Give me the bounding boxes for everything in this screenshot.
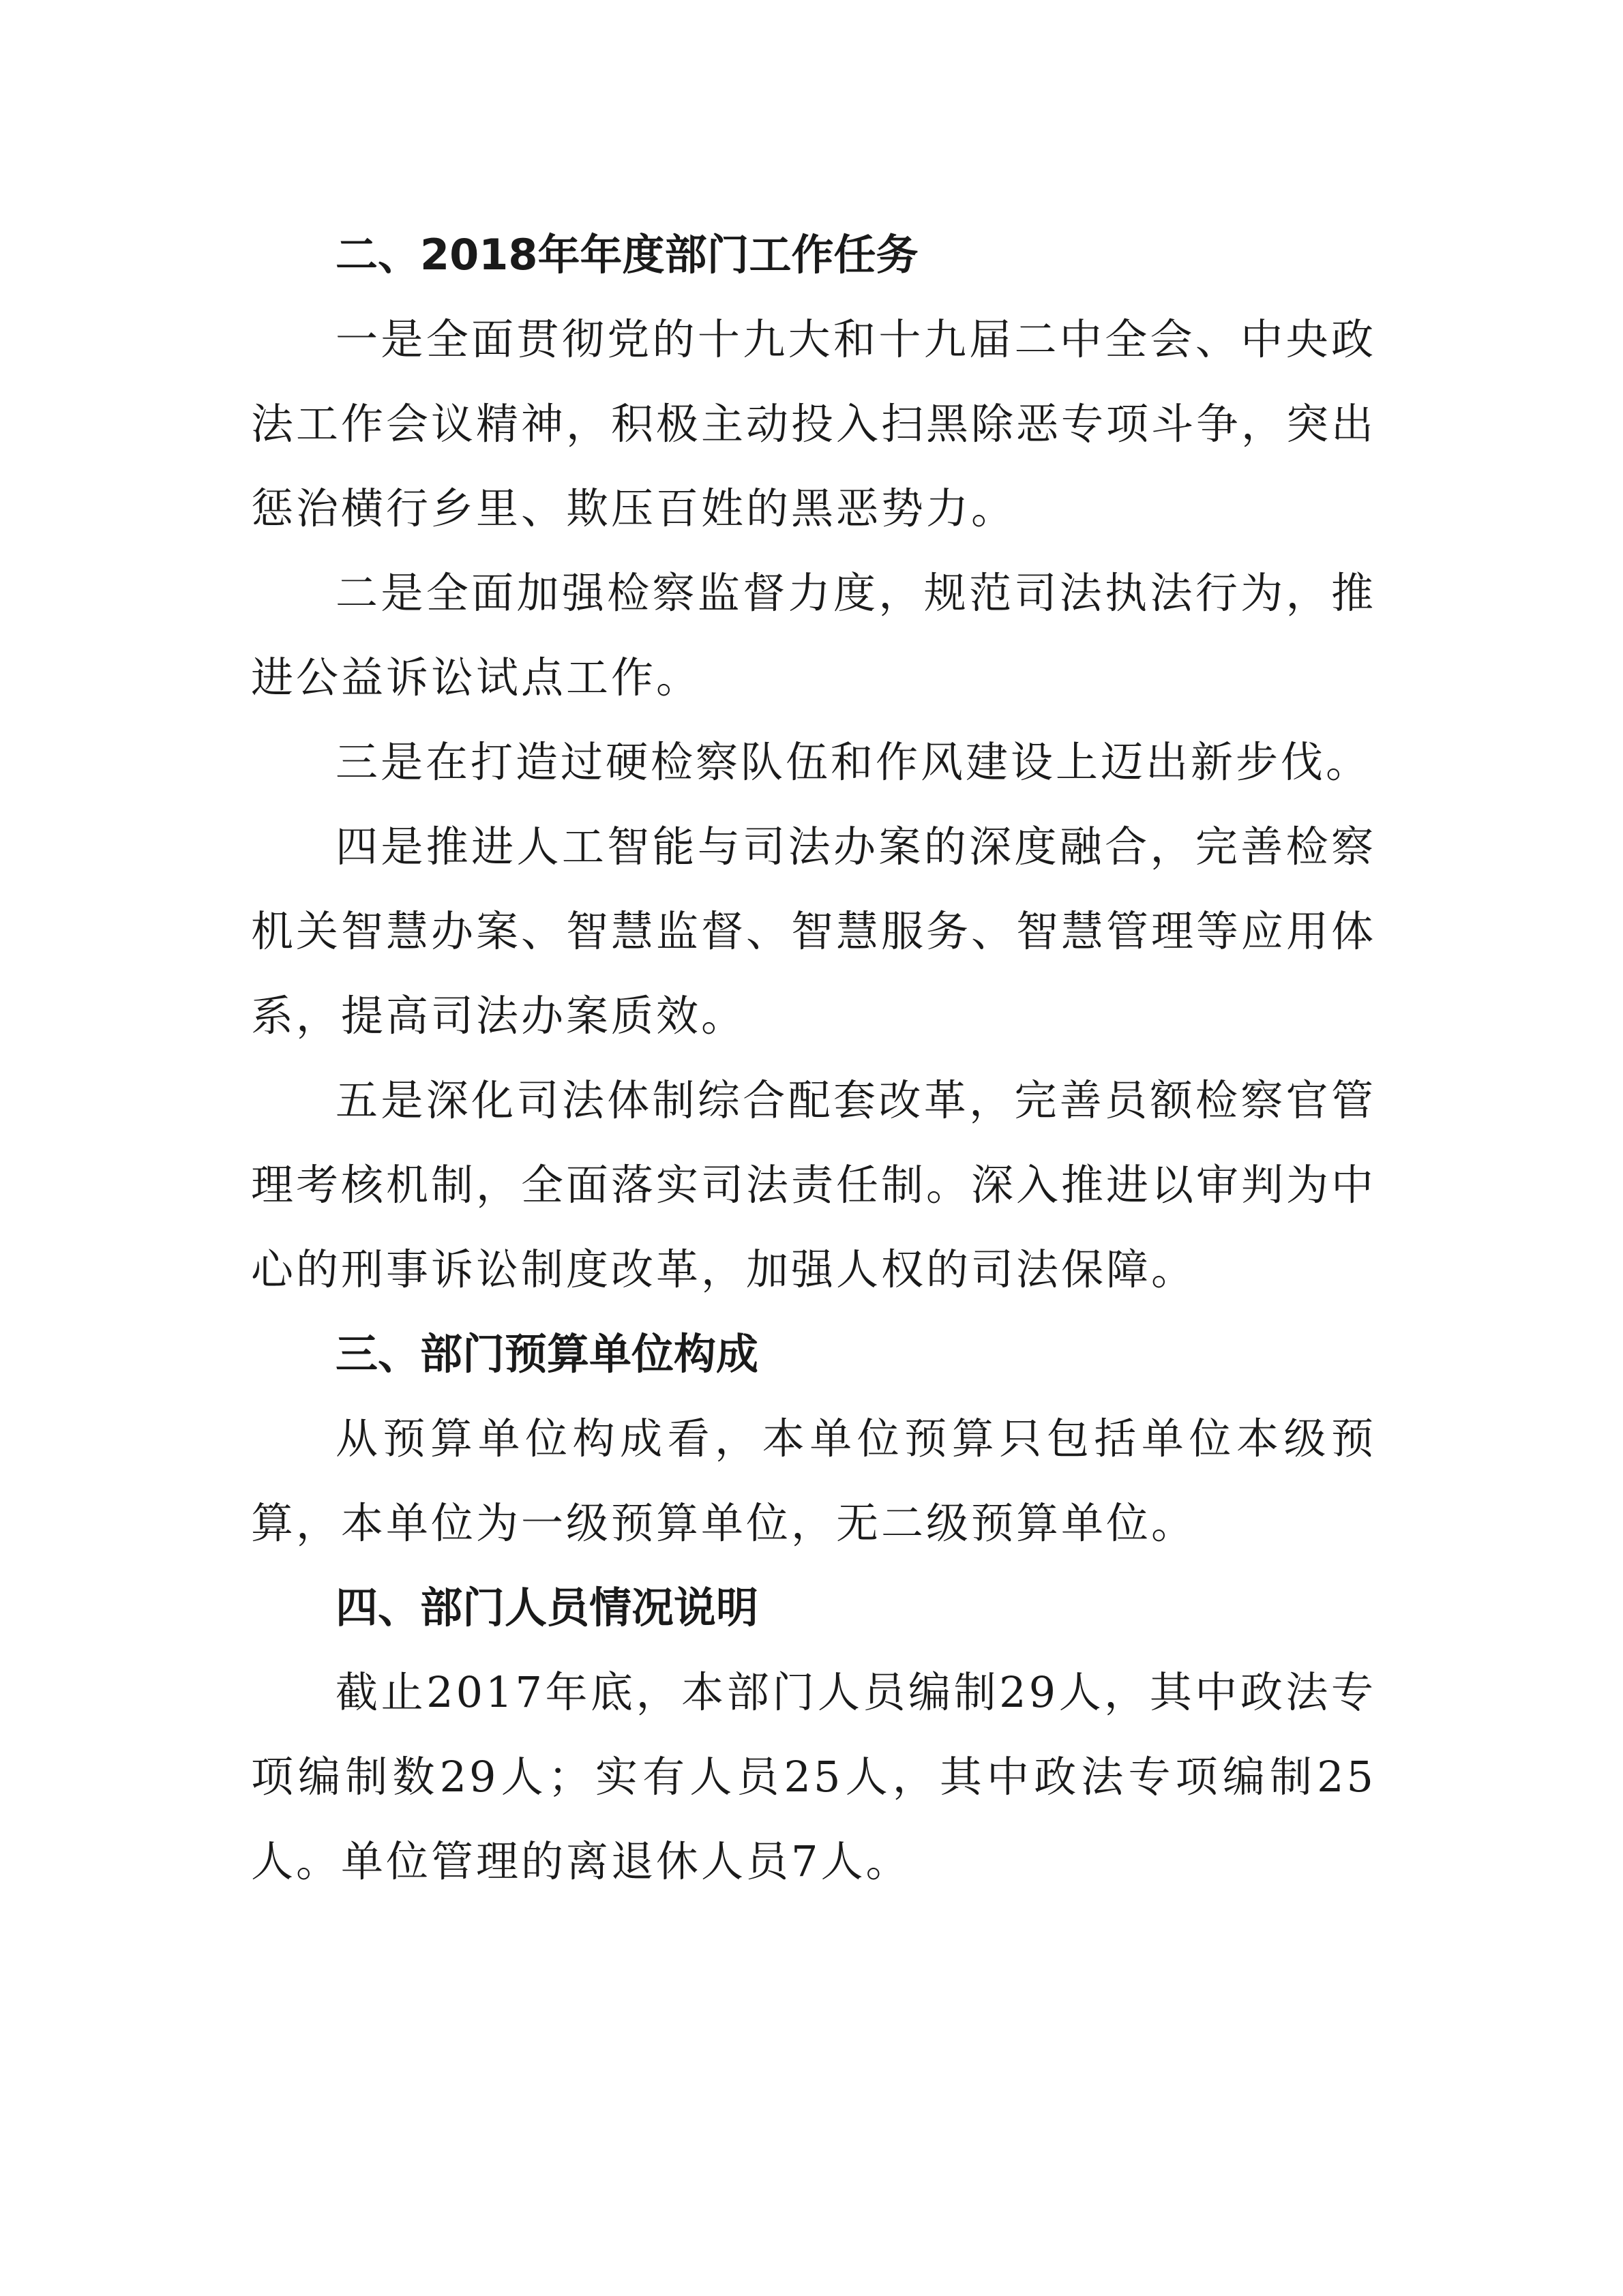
budget-units-paragraph: 从预算单位构成看，本单位预算只包括单位本级预算，本单位为一级预算单位，无二级预算单位。: [251, 1414, 1376, 1548]
section-heading-personnel: 四、部门人员情况说明: [336, 1583, 759, 1632]
personnel-paragraph: 截止2017年底，本部门人员编制29人，其中政法专项编制数29人；实有人员25人，其中政法专项编制25人。单位管理的离退休人员7人。: [251, 1667, 1376, 1886]
task-item-2: 二是全面加强检察监督力度，规范司法执法行为，推进公益诉讼试点工作。: [251, 568, 1376, 702]
task-item-5: 五是深化司法体制综合配套改革，完善员额检察官管理考核机制，全面落实司法责任制。深入推进以审判为中心的刑事诉讼制度改革，加强人权的司法保障。: [251, 1075, 1377, 1294]
task-item-1: 一是全面贯彻党的十九大和十九届二中全会、中央政法工作会议精神，积极主动投入扫黑除恶专项斗争，突出惩治横行乡里、欺压百姓的黑恶势力。: [251, 314, 1377, 533]
section-heading-work-tasks: 二、2018年年度部门工作任务: [336, 230, 919, 280]
task-item-3: 三是在打造过硬检察队伍和作风建设上迈出新步伐。: [336, 737, 1371, 787]
task-item-4: 四是推进人工智能与司法办案的深度融合，完善检察机关智慧办案、智慧监督、智慧服务、智慧管理等应用体系，提高司法办案质效。: [251, 822, 1377, 1041]
section-heading-budget-units: 三、部门预算单位构成: [336, 1329, 759, 1379]
document-body: [251, 213, 1376, 1904]
